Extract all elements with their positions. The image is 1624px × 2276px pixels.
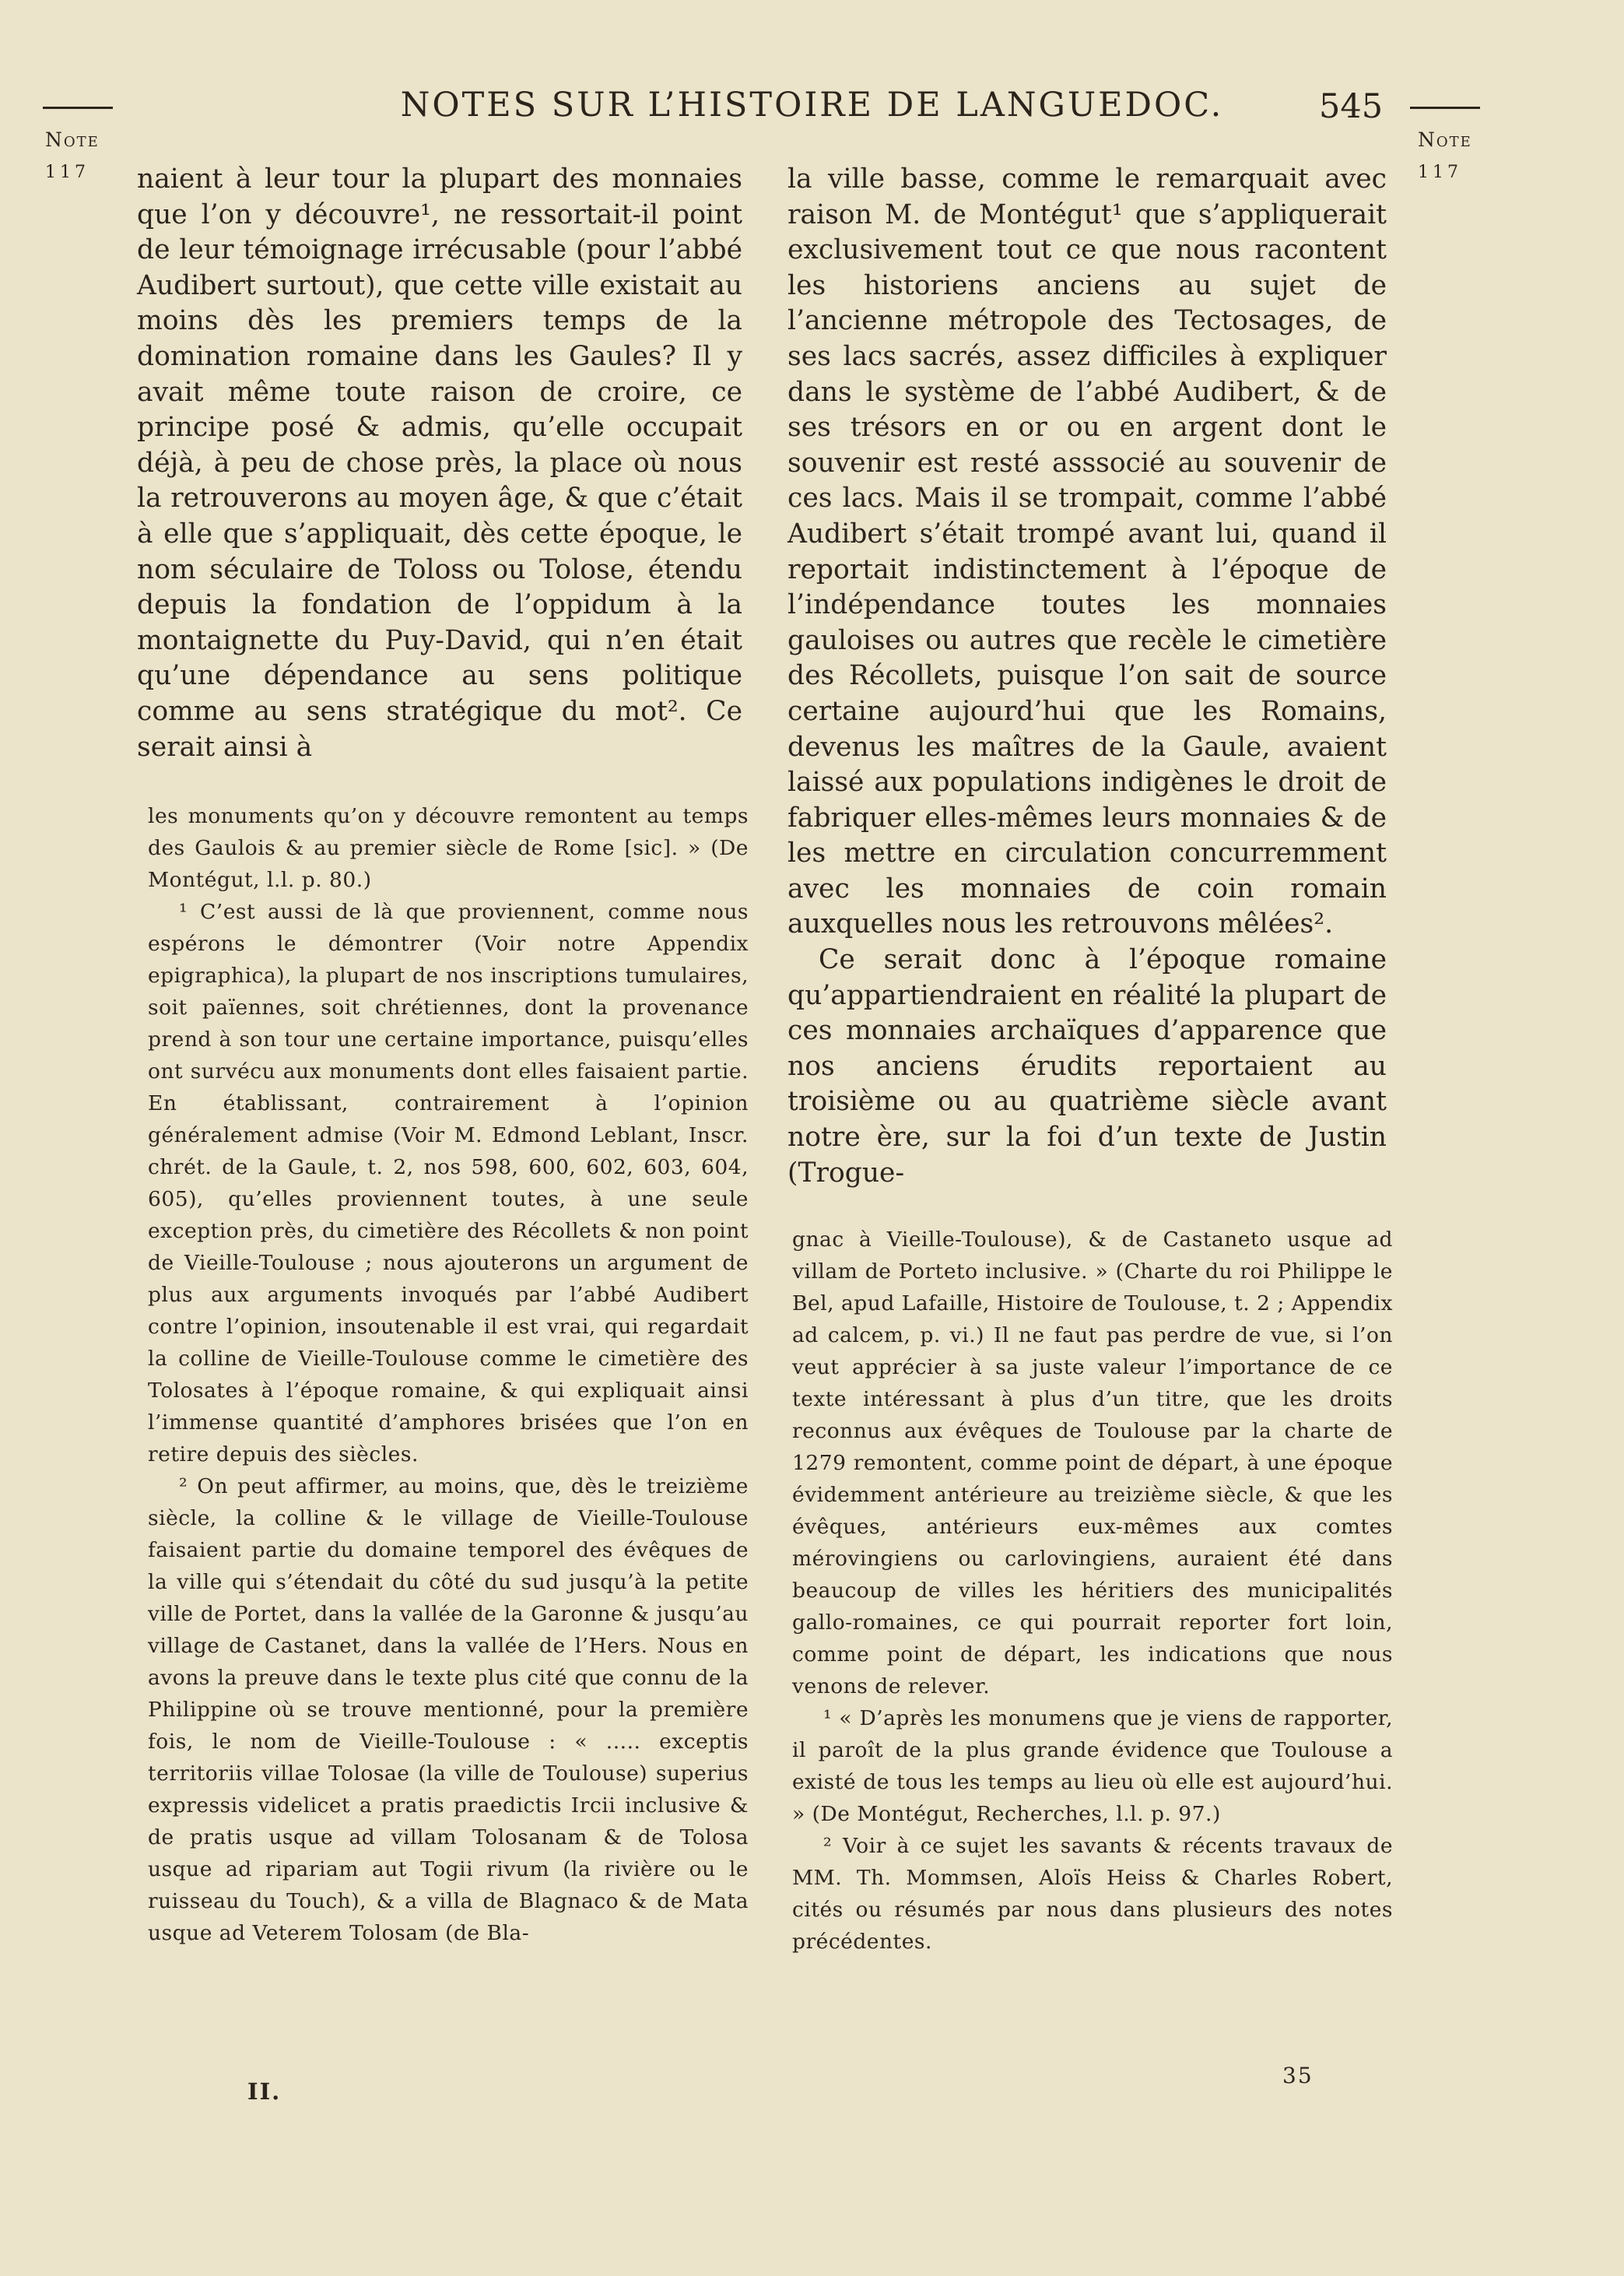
- signature-mark: II.: [247, 2078, 282, 2105]
- left-margin-note: [45, 125, 100, 188]
- right-note-continued: gnac à Vieille-Toulouse), & de Castaneto usque ad villam de Porteto inclusive. » (Charte du roi Philippe le Bel, apud Lafaille, Histoire de Toulouse, t. 2 ; Appendix ad calcem, p. vi.) Il ne faut pas perdre de vue, si l’on veut apprécier à sa juste valeur l’importance de ce texte intéressant à plus d’un titre, que les droits reconnus aux évêques de Toulouse par la charte de 1279 remontent, comme point de départ, à une époque évidemment antérieure au treizième siècle, & que les évêques, antérieurs eux-mêmes aux comtes mérovingiens ou carlovingiens, auraient été dans beaucoup de villes les héritiers des municipalités gallo-romaines, ce qui pourrait reporter fort loin, comme point de départ, les indications que nous venons de relever.: [792, 1228, 1393, 1698]
- right-note-1: ¹ « D’après les monumens que je viens de rapporter, il paroît de la plus grande évidence que Toulouse a existé de tous les temps au lieu où elle est aujourd’hui. » (De Montégut, Recherches, l.l. p. 97.): [792, 1706, 1393, 1826]
- left-note-continued: les monuments qu’on y découvre remontent au temps des Gaulois & au premier siècle de Rome [sic]. » (De Montégut, l.l. p. 80.): [148, 804, 749, 892]
- left-body-paragraph: naient à leur tour la plupart des monnaies que l’on y découvre¹, ne ressortait-il point de leur témoignage irrécusable (pour l’abbé Audibert surtout), que cette ville existait au moins dès les premiers temps de la domination romaine dans les Gaules? Il y avait même toute raison de croire, ce principe posé & admis, qu’elle occupait déjà, à peu de chose près, la place où nous la retrouverons au moyen âge, & que c’était à elle que s’appliquait, dès cette époque, le nom séculaire de Toloss ou Tolose, étendu depuis la fondation de l’oppidum à la montaignette du Puy-David, qui n’en était qu’une dépendance au sens politique comme au sens stratégique du mot². Ce serait ainsi à: [137, 163, 742, 763]
- left-column-body: [137, 162, 742, 765]
- right-body-paragraph-1: la ville basse, comme le remarquait avec raison M. de Montégut¹ que s’appliquerait exclusivement tout ce que nous racontent les historiens anciens au sujet de l’ancienne métropole des Tectosages, de ses lacs sacrés, assez difficiles à expliquer dans le système de l’abbé Audibert, & de ses trésors en or ou en argent dont le souvenir est resté asssocié au souvenir de ces lacs. Mais il se trompait, comme l’abbé Audibert s’était trompé avant lui, quand il reportait indistinctement à l’époque de l’indépendance toutes les monnaies gauloises ou autres que recèle le cimetière des Récollets, puisque l’on sait de source certaine aujourd’hui que les Romains, devenus les maîtres de la Gaule, avaient laissé aux populations indigènes le droit de fabriquer elles-mêmes leurs monnaies & de les mettre en circulation concurremment avec les monnaies de coin romain auxquelles nous les retrouvons mêlées².: [787, 163, 1387, 940]
- right-margin-note-number: 117: [1418, 163, 1462, 182]
- right-note-2: ² Voir à ce sujet les savants & récents travaux de MM. Th. Mommsen, Aloïs Heiss & Charles Robert, cités ou résumés par nous dans plusieurs des notes précédentes.: [792, 1834, 1393, 1954]
- left-note-2: ² On peut affirmer, au moins, que, dès le treizième siècle, la colline & le village de Vieille-Toulouse faisaient partie du domaine temporel des évêques de la ville qui s’étendait du côté du sud jusqu’à la petite ville de Portet, dans la vallée de la Garonne & jusqu’au village de Castanet, dans la vallée de l’Hers. Nous en avons la preuve dans le texte plus cité que connu de la Philippine où se trouve mentionné, pour la première fois, le nom de Vieille-Toulouse : « ..... exceptis territoriis villae Tolosae (la ville de Toulouse) superius expressis videlicet a pratis praedictis Ircii inclusive & de pratis usque ad villam Tolosanam & de Tolosa usque ad ripariam aut Togii rivum (la rivière ou le ruisseau du Touch), & a villa de Blagnaco & de Mata usque ad Veterem Tolosam (de Bla-: [148, 1474, 749, 1945]
- right-column-body: [787, 162, 1387, 1191]
- left-margin-note-number: 117: [45, 163, 89, 182]
- right-column-notes: [792, 1224, 1393, 1958]
- left-margin-note-label: Note: [45, 128, 100, 151]
- left-column-notes: [148, 800, 749, 1949]
- left-note-1: ¹ C’est aussi de là que proviennent, comme nous espérons le démontrer (Voir notre Appendix epigraphica), la plupart de nos inscriptions tumulaires, soit païennes, soit chrétiennes, dont la provenance prend à son tour une certaine importance, puisqu’elles ont survécu aux monuments dont elles faisaient partie. En établissant, contrairement à l’opinion généralement admise (Voir M. Edmond Leblant, Inscr. chrét. de la Gaule, t. 2, nos 598, 600, 602, 603, 604, 605), qu’elles proviennent toutes, à une seule exception près, du cimetière des Récollets & non point de Vieille-Toulouse ; nous ajouterons un argument de plus aux arguments invoqués par l’abbé Audibert contre l’opinion, insoutenable il est vrai, qui regardait la colline de Vieille-Toulouse comme le cimetière des Tolosates à l’époque romaine, & qui expliquait ainsi l’immense quantité d’amphores brisées que l’on en retire depuis des siècles.: [148, 900, 749, 1466]
- folio-number: 35: [1282, 2063, 1314, 2088]
- right-margin-note-label: Note: [1418, 128, 1472, 151]
- running-title: NOTES SUR L’HISTOIRE DE LANGUEDOC.: [400, 86, 1224, 125]
- right-margin-note: [1418, 125, 1472, 188]
- right-body-paragraph-2: Ce serait donc à l’époque romaine qu’appartiendraient en réalité la plupart de ces monnaies archaïques d’apparence que nos anciens érudits reportaient au troisième ou au quatrième siècle avant notre ère, sur la foi d’un texte de Justin (Trogue-: [787, 944, 1387, 1189]
- page-number: 545: [1319, 87, 1384, 126]
